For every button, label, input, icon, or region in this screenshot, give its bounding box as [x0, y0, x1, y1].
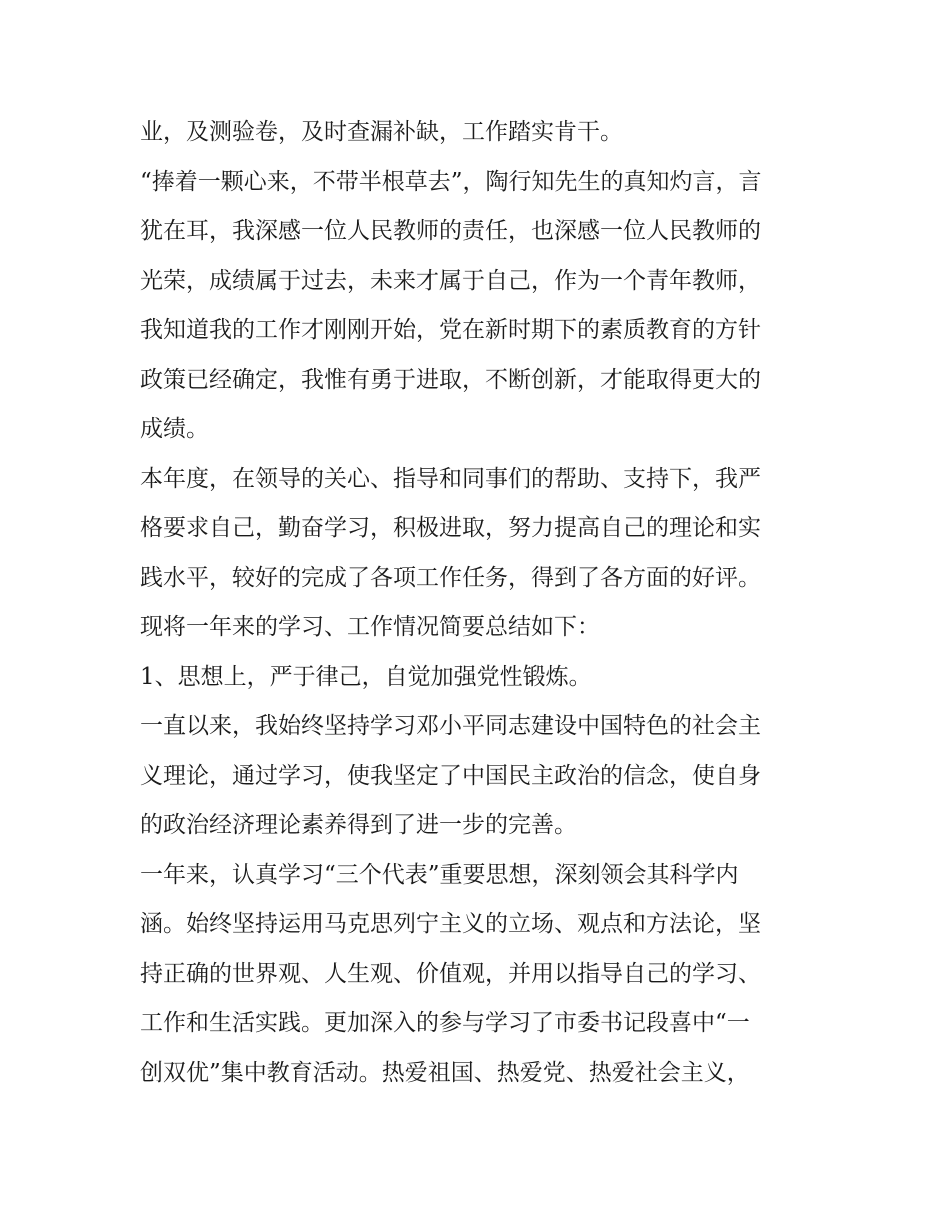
text-line: 本年度，在领导的关心、指导和同事们的帮助、支持下，我严 [140, 465, 761, 492]
text-line: 现将一年来的学习、工作情况简要总结如下： [140, 614, 600, 640]
text-line: 创双优”集中教育活动。热爱祖国、热爱党、热爱社会主义， [140, 1059, 750, 1086]
text-line: 犹在耳，我深感一位人民教师的责任，也深感一位人民教师的 [140, 218, 761, 244]
text-line: 光荣，成绩属于过去，未来才属于自己，作为一个青年教师， [140, 267, 761, 294]
text-line: 一直以来，我始终坚持学习邓小平同志建设中国特色的社会主 [140, 713, 761, 739]
text-line: 的政治经济理论素养得到了进一步的完善。 [140, 812, 577, 838]
text-line: 践水平，较好的完成了各项工作任务，得到了各方面的好评。 [140, 564, 761, 591]
text-line: 成绩。 [140, 416, 209, 442]
text-line: 涵。始终坚持运用马克思列宁主义的立场、观点和方法论，坚 [140, 911, 761, 937]
text-line: 政策已经确定，我惟有勇于进取，不断创新，才能取得更大的 [140, 366, 761, 393]
text-line: 业，及测验卷，及时查漏补缺，工作踏实肯干。 [140, 119, 623, 145]
body-text [140, 108, 820, 1098]
text-line: 1、思想上，严于律己，自觉加强党性锻炼。 [140, 663, 592, 690]
text-line: 一年来，认真学习“三个代表”重要思想，深刻领会其科学内 [140, 861, 739, 888]
text-line: 格要求自己，勤奋学习，积极进取，努力提高自己的理论和实 [140, 515, 761, 541]
text-line: 持正确的世界观、人生观、价值观，并用以指导自己的学习、 [140, 960, 761, 987]
text-line: “捧着一颗心来，不带半根草去”，陶行知先生的真知灼言，言 [140, 168, 762, 195]
text-line: 我知道我的工作才刚刚开始，党在新时期下的素质教育的方针 [140, 317, 761, 343]
text-line: 义理论，通过学习，使我坚定了中国民主政治的信念，使自身 [140, 762, 761, 789]
text-line: 工作和生活实践。更加深入的参与学习了市委书记段喜中“一 [140, 1010, 750, 1036]
